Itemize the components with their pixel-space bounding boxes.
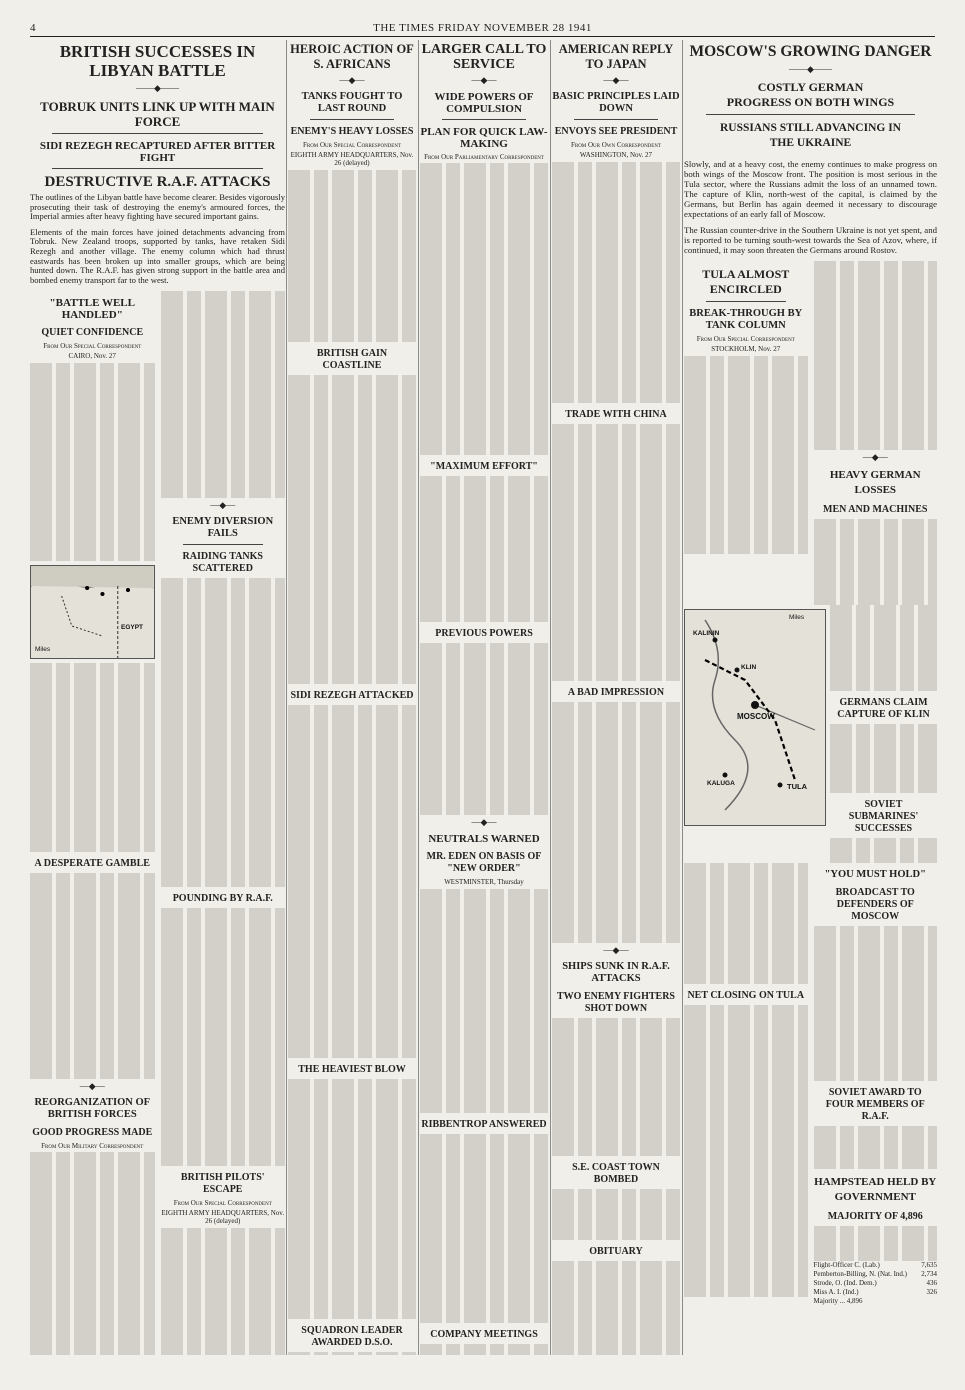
subheading: TRADE WITH CHINA [565,408,667,420]
article-body [288,1352,416,1355]
ornament-divider: —◆— [603,945,629,956]
column-libya [30,40,285,1355]
subheading: PREVIOUS POWERS [435,628,533,640]
subheading: S.E. COAST TOWN BOMBED [572,1161,660,1185]
dateline: CAIRO, Nov. 27 [68,352,116,361]
article-body [30,873,155,1079]
subheading: ENEMY DIVERSION FAILS [172,515,274,539]
article-body [684,863,808,983]
two-column-body [684,261,937,605]
divider [442,119,526,120]
article-body [288,375,416,684]
subheading: QUIET CONFIDENCE [41,327,144,339]
column-rule [286,40,287,1355]
headline: LARGER CALL TO SERVICE [421,42,547,72]
right-subcolumn [814,863,938,1305]
article-body [288,170,416,342]
column-service [420,40,548,1355]
deck: BASIC PRINCIPLES LAID DOWN [552,91,680,114]
right-subcolumn [814,261,938,605]
divider [574,119,658,120]
article-body [420,476,548,622]
article-body [552,1018,680,1156]
byline: From Our Special Correspondent [43,342,142,351]
subheading: BRITISH GAIN COASTLINE [316,347,388,371]
article-body [288,705,416,1057]
divider [706,301,786,302]
dateline: STOCKHOLM, Nov. 27 [711,345,781,353]
deck: ENEMY'S HEAVY LOSSES [290,126,414,137]
deck: COSTLY GERMAN PROGRESS ON BOTH WINGS [726,80,895,109]
article-body [30,363,155,561]
map-label-kaluga: KALUGA [707,780,735,787]
subheading: "BATTLE WELL HANDLED" [49,297,135,322]
column-rule [550,40,551,1355]
subheading: COMPANY MEETINGS [430,1328,538,1340]
ornament-divider: —◆— [339,75,365,85]
subheading: POUNDING BY R.A.F. [172,892,273,904]
ornament-divider: —◆— [471,817,497,828]
article-body [420,889,548,1112]
lead-paragraph: The Russian counter-drive in the Southern Ukraine is not yet spent, and is reported to be turning south-west towards the Sea of Azov, where, if continued, it may soon threaten the Germans around Rostov. [684,225,937,255]
column-moscow [684,40,937,1355]
map-label-tula: TULA [787,782,807,791]
subheading: HAMPSTEAD HELD BY GOVERNMENT [814,1176,937,1204]
lead-paragraph: Elements of the main forces have joined detachments advancing from Tobruk. New Zealand troops, supported by tanks, have retaken Sidi Rezegh and another village. The enemy column which had thrust eastwards has been broken up into smaller groups, which are being hunted down. The R.A.F. has given strong support in the battle area and bombed enemy transport far to the west. [30,226,285,285]
headline: BRITISH SUCCESSES IN LIBYAN BATTLE [59,42,256,80]
ornament-divider: —◆— [603,75,629,85]
subheading: SOVIET SUBMARINES' SUCCESSES [848,798,919,834]
subheading: MR. EDEN ON BASIS OF "NEW ORDER" [426,851,542,875]
subheading: "MAXIMUM EFFORT" [430,461,538,473]
byline: From Our Special Correspondent [302,141,402,149]
subheading: BROADCAST TO DEFENDERS OF MOSCOW [835,887,915,923]
dateline: WESTMINSTER, Thursday [444,878,524,887]
subheading: A BAD IMPRESSION [567,687,665,699]
article-body [420,1344,548,1355]
subheading: SHIPS SUNK IN R.A.F. ATTACKS [562,961,670,985]
map-label-kalinin: KALININ [693,630,720,637]
lead-paragraph: The outlines of the Libyan battle have become clearer. Besides vigorously prosecuting their task of destroying the enemy's armoured forces, the Imperial armies after heavy fighting have secured important gains. [30,192,285,222]
column-america-japan [552,40,680,1355]
election-results [814,1261,938,1306]
article-body [814,926,938,1081]
article-body [288,1079,416,1320]
map-label-moscow: MOSCOW [737,712,775,721]
article-body [552,1189,680,1241]
subheading: OBITUARY [589,1246,643,1258]
divider [183,544,264,545]
divider [706,114,915,115]
article-body [684,356,808,554]
lead-paragraph: Slowly, and at a heavy cost, the enemy continues to make progress on both wings of the Moscow front. The position is most serious in the Tula sector, where the Russians admit the loss of an unnamed town. The capture of Klin, north-west of the capital, is claimed by the Germans, but Berlin has again deemed it necessary to discourage expectations of an early fall of Moscow. [684,159,937,219]
article-body [814,261,938,450]
deck: TOBRUK UNITS LINK UP WITH MAIN FORCE [40,99,275,129]
divider [310,119,394,120]
left-subcolumn [684,261,808,605]
subheading: A DESPERATE GAMBLE [34,858,150,870]
headline: AMERICAN REPLY TO JAPAN [558,42,674,71]
article-body [161,908,286,1166]
subheading: MAJORITY OF 4,896 [827,1211,923,1223]
article-body [30,1152,155,1355]
column-south-africans [288,40,416,1355]
subheading: BREAK-THROUGH BY TANK COLUMN [689,308,803,331]
left-subcolumn [684,863,808,1305]
ornament-divider: —◆— [79,1081,105,1092]
ornament-divider: ——◆—— [789,64,832,74]
deck: PLAN FOR QUICK LAW-MAKING [420,126,548,150]
left-subcolumn [30,291,155,1355]
subheading: NEUTRALS WARNED [428,833,540,846]
ornament-divider: —◆— [210,499,236,510]
headline: HEROIC ACTION OF S. AFRICANS [290,42,414,71]
article-body [161,578,286,887]
subheading: SIDI REZEGH ATTACKED [290,690,414,702]
byline: From Our Military Correspondent [41,1142,144,1151]
subheading: RIBBENTROP ANSWERED [421,1118,547,1130]
dateline: EIGHTH ARMY HEADQUARTERS, Nov. 26 (delayed) [161,1208,285,1225]
article-body [830,838,937,864]
deck: DESTRUCTIVE R.A.F. ATTACKS [44,174,271,190]
masthead-title: THE TIMES FRIDAY NOVEMBER 28 1941 [373,22,592,34]
column-rule [418,40,419,1355]
dateline: WASHINGTON, Nov. 27 [579,151,653,159]
subheading: TWO ENEMY FIGHTERS SHOT DOWN [557,991,675,1015]
article-body [830,724,937,793]
subheading: TULA ALMOST ENCIRCLED [702,267,790,296]
article-body [30,663,155,852]
headline: MOSCOW'S GROWING DANGER [689,43,932,60]
subheading: SOVIET AWARD TO FOUR MEMBERS OF R.A.F. [825,1087,925,1123]
two-column-body-lower [684,863,937,1305]
article-body [420,163,548,455]
result-row: Flight-Officer C. (Lab.) 7,635 [813,1260,937,1269]
article-body [552,1261,680,1355]
subheading: NET CLOSING ON TULA [687,989,805,1001]
divider [52,133,263,134]
subheading: MEN AND MACHINES [823,504,928,516]
libya-map [30,565,155,659]
two-column-body [30,291,285,1355]
subheading: THE HEAVIEST BLOW [298,1063,406,1075]
majority-line: Majority ... 4,896 [813,1296,863,1305]
byline: From Our Special Correspondent [173,1198,272,1207]
article-body [552,162,680,403]
article-body [161,291,286,497]
subheading: HEAVY GERMAN LOSSES [829,469,921,497]
article-body [420,1134,548,1323]
byline: From Our Own Correspondent [570,141,662,149]
article-body [552,702,680,943]
subheading: BRITISH PILOTS' ESCAPE [180,1171,265,1195]
column-rule [682,40,683,1355]
ornament-divider: ——◆—— [136,83,179,93]
deck: ENVOYS SEE PRESIDENT [554,126,678,137]
article-body [814,1126,938,1169]
ornament-divider: —◆— [862,452,888,463]
subheading: GOOD PROGRESS MADE [32,1127,153,1139]
deck: WIDE POWERS OF COMPULSION [434,91,534,115]
result-row: Pemberton-Billing, N. (Nat. Ind.) 2,734 [813,1269,937,1278]
byline: From Our Parliamentary Correspondent [424,153,544,161]
map-label-klin: KLIN [741,664,757,671]
result-row: Strode, O. (Ind. Dem.) 436 [813,1278,937,1287]
map-label: EGYPT [121,624,144,631]
subheading: GERMANS CLAIM CAPTURE OF KLIN [837,696,930,720]
article-body [814,1226,938,1260]
dateline: EIGHTH ARMY HEADQUARTERS, Nov. 26 (delayed) [290,151,414,167]
map-label: Miles [35,646,51,653]
map-label-miles: Miles [789,614,805,621]
article-body [814,519,938,605]
page-number: 4 [30,22,36,34]
ornament-divider: —◆— [471,75,497,85]
article-body [552,424,680,682]
divider [52,168,263,169]
deck: TANKS FOUGHT TO LAST ROUND [301,91,403,114]
deck: RUSSIANS STILL ADVANCING IN THE UKRAINE [720,122,901,149]
article-body [161,1228,286,1355]
article-body [830,605,937,691]
byline: From Our Special Correspondent [696,335,795,343]
result-row: Miss A. I. (Ind.) 326 [813,1287,937,1296]
article-body [684,1005,808,1297]
subheading: REORGANIZATION OF BRITISH FORCES [34,1097,151,1121]
moscow-map [684,609,826,826]
right-subcolumn-continued [830,605,937,863]
article-body [420,643,548,815]
deck: SIDI REZEGH RECAPTURED AFTER BITTER FIGHT [39,140,276,164]
subheading: "YOU MUST HOLD" [824,869,926,881]
subheading: RAIDING TANKS SCATTERED [182,550,263,574]
masthead [30,20,935,37]
right-subcolumn [161,291,286,1355]
subheading: SQUADRON LEADER AWARDED D.S.O. [301,1325,403,1349]
